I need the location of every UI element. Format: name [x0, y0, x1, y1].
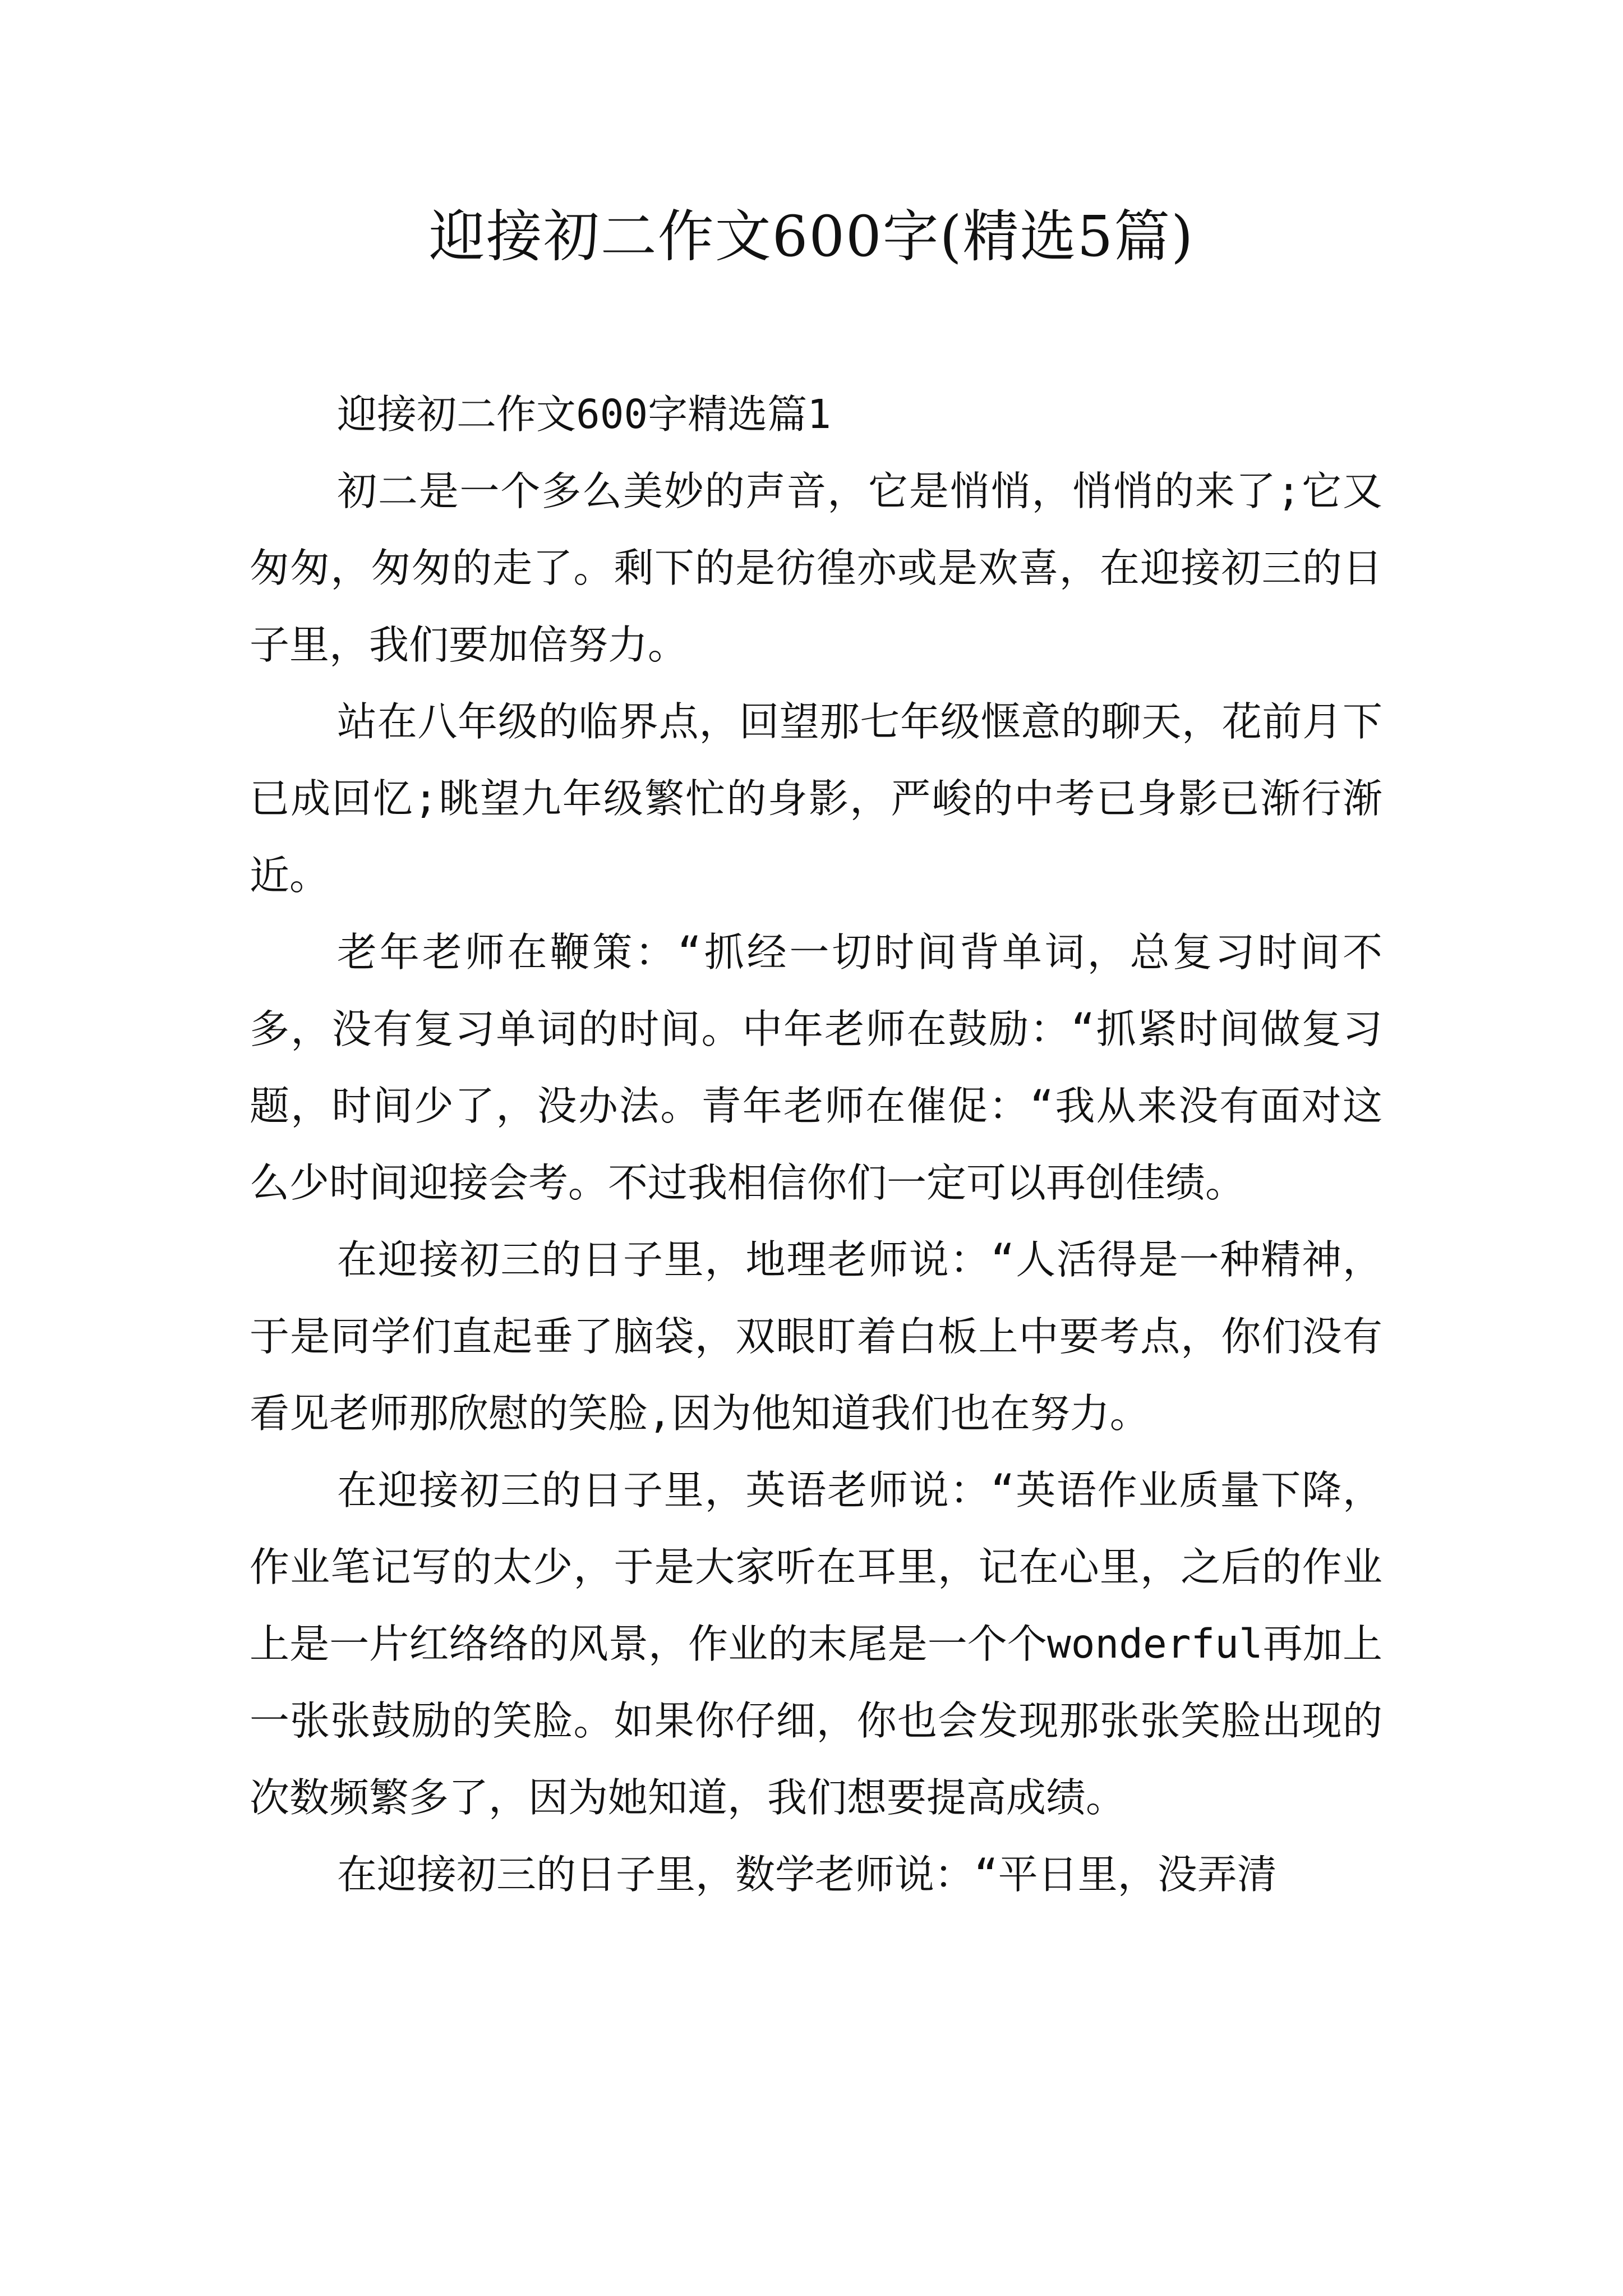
section-heading: 迎接初二作文600字精选篇1: [337, 391, 831, 438]
paragraph: 站在八年级的临界点，回望那七年级惬意的聊天，花前月下已成回忆;眺望九年级繁忙的身影，严峻的中考已身影已渐行渐近。: [250, 698, 1382, 899]
paragraph: 初二是一个多么美妙的声音，它是悄悄，悄悄的来了;它又匆匆，匆匆的走了。剩下的是彷徨亦或是欢喜，在迎接初三的日子里，我们要加倍努力。: [250, 468, 1382, 668]
paragraph: 在迎接初三的日子里，英语老师说：“英语作业质量下降，作业笔记写的太少，于是大家听在耳里，记在心里，之后的作业上是一片红络络的风景，作业的末尾是一个个wonderful再加上一张张鼓励的笑脸。如果你仔细，你也会发现那张张笑脸出现的次数频繁多了，因为她知道，我们想要提高成绩。: [250, 1467, 1382, 1821]
document-body: [250, 376, 1382, 1913]
document-title: 迎接初二作文600字(精选5篇): [428, 204, 1195, 269]
paragraph: 老年老师在鞭策：“抓经一切时间背单词，总复习时间不多，没有复习单词的时间。中年老师在鼓励：“抓紧时间做复习题，时间少了，没办法。青年老师在催促：“我从来没有面对这么少时间迎接会考。不过我相信你们一定可以再创佳绩。: [250, 929, 1382, 1206]
paragraph: 在迎接初三的日子里，地理老师说：“人活得是一种精神，于是同学们直起垂了脑袋，双眼盯着白板上中要考点，你们没有看见老师那欣慰的笑脸,因为他知道我们也在努力。: [250, 1236, 1382, 1437]
paragraph: 在迎接初三的日子里，数学老师说：“平日里，没弄清: [337, 1851, 1277, 1898]
